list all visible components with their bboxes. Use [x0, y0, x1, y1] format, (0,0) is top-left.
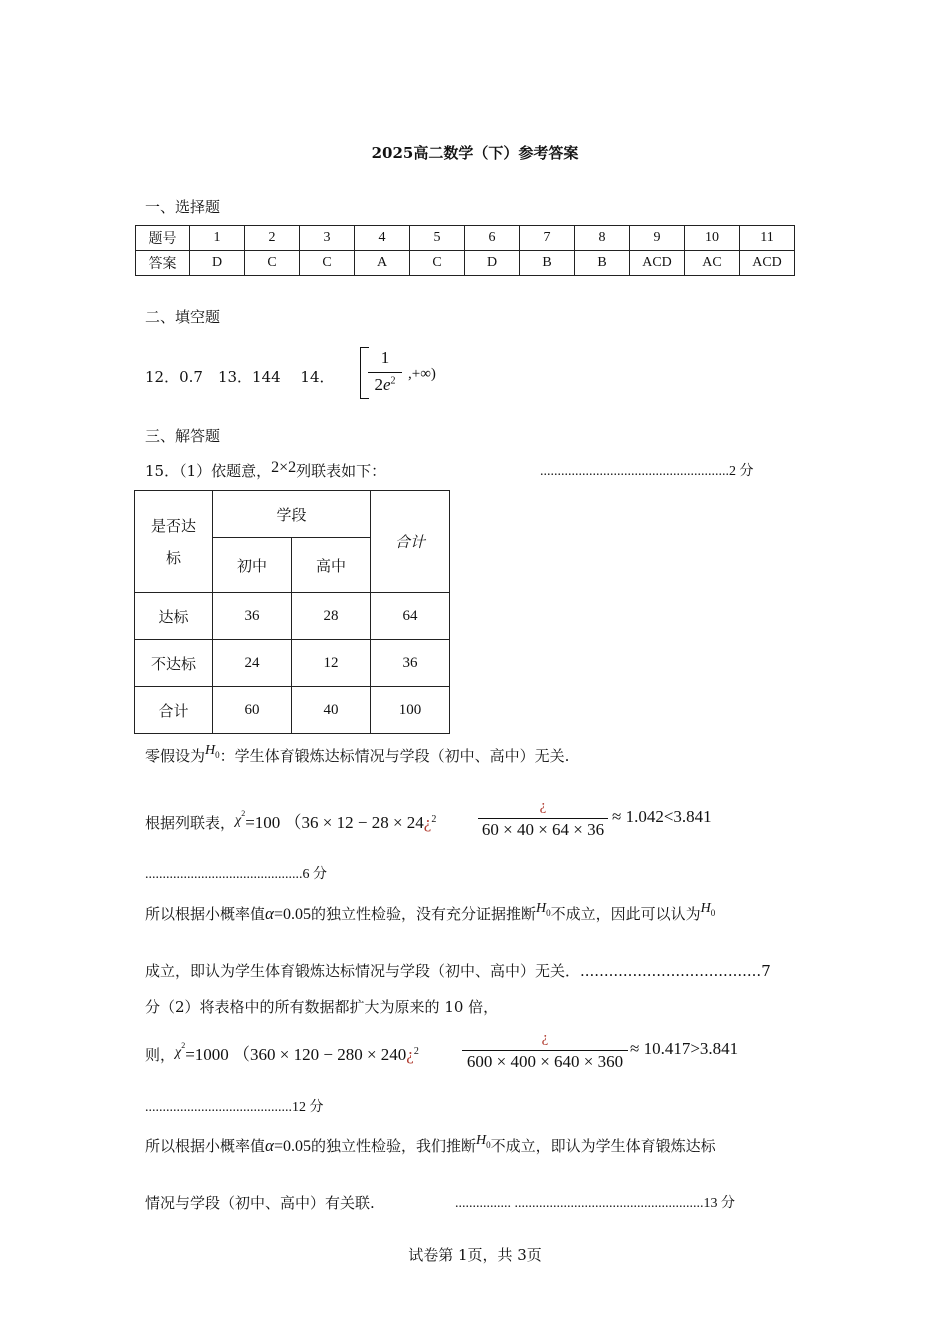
conclusion-2-line2: 情况与学段（初中、高中）有关联. — [145, 1194, 375, 1212]
table-cell: ACD — [630, 251, 685, 276]
table-cell: 6 — [465, 226, 520, 251]
table-cell: 40 — [292, 687, 371, 734]
table-row — [135, 640, 450, 687]
table-row — [135, 687, 450, 734]
table-cell: 5 — [410, 226, 465, 251]
table-cell: A — [355, 251, 410, 276]
table-header-cell: 题号 — [136, 226, 190, 251]
table-header-cell: 是否达 标 — [135, 491, 213, 593]
fraction-numerator: ¿ — [541, 1030, 549, 1046]
fraction-bar — [478, 818, 608, 819]
table-cell: 100 — [371, 687, 450, 734]
table-cell: D — [465, 251, 520, 276]
table-row — [136, 251, 795, 276]
fraction-bar — [462, 1050, 628, 1051]
table-header-cell: 初中 — [213, 538, 292, 593]
table-cell: C — [245, 251, 300, 276]
table-cell: 不达标 — [135, 640, 213, 687]
fraction-bar — [368, 372, 402, 373]
table-cell: 达标 — [135, 593, 213, 640]
table-cell: B — [575, 251, 630, 276]
table-cell: AC — [685, 251, 740, 276]
table-cell: 1 — [190, 226, 245, 251]
choice-answer-table — [135, 225, 795, 276]
conclusion-2: 所以根据小概率值α=0.05的独立性检验，我们推断$H^0$不成立，即认为学生体育锻炼达标 — [145, 1133, 716, 1155]
fraction-denominator: 60 × 40 × 64 × 36 — [481, 820, 605, 839]
table-cell: 7 — [520, 226, 575, 251]
table-cell: 36 — [213, 593, 292, 640]
table-cell: 60 — [213, 687, 292, 734]
part-2-intro: 分（2）将表格中的所有数据都扩大为原来的 10 倍， — [145, 998, 499, 1016]
table-cell: 2 — [245, 226, 300, 251]
section-heading-solve: 三、解答题 — [145, 427, 221, 445]
chi-square-calc-1: 根据列联表，$\chi^2=100$ （36 × 12 − 28 × 24¿$^2$ — [145, 809, 437, 832]
table-cell: 4 — [355, 226, 410, 251]
table-cell: 24 — [213, 640, 292, 687]
fraction-denominator: 600 × 400 × 640 × 360 — [466, 1052, 624, 1071]
table-cell: 36 — [371, 640, 450, 687]
conclusion-1-line2: 成立，即认为学生体育锻炼达标情况与学段（初中、高中）无关．......................................7 — [145, 962, 771, 980]
table-header-cell: 合计 — [371, 491, 450, 593]
page-title: 2025高二数学（下）参考答案 — [371, 144, 579, 162]
table-cell: 12 — [292, 640, 371, 687]
page-footer: 试卷第 1页，共 3页 — [408, 1246, 542, 1264]
table-header-cell: 答案 — [136, 251, 190, 276]
table-cell: 3 — [300, 226, 355, 251]
table-row — [135, 491, 450, 538]
q15-intro: 15．（1）依题意，2×2列联表如下： — [145, 459, 387, 480]
table-cell: 28 — [292, 593, 371, 640]
table-header-cell: 学段 — [213, 491, 371, 538]
null-hypothesis: 零假设为$H^0$：学生体育锻炼达标情况与学段（初中、高中）无关. — [145, 743, 570, 765]
table-cell: 9 — [630, 226, 685, 251]
chi-square-result-1: ≈ 1.042<3.841 — [612, 807, 712, 826]
table-cell: 64 — [371, 593, 450, 640]
contingency-table — [134, 490, 450, 734]
table-cell: B — [520, 251, 575, 276]
table-cell: 10 — [685, 226, 740, 251]
table-header-cell: 高中 — [292, 538, 371, 593]
chi-square-result-2: ≈ 10.417>3.841 — [630, 1039, 739, 1058]
table-cell: ACD — [740, 251, 795, 276]
table-cell: C — [300, 251, 355, 276]
score-marker: .............................................6 分 — [145, 867, 327, 882]
chi-square-calc-2: 则，$\chi^2=1000$ （360 × 120 − 280 × 240¿$^2$ — [145, 1041, 419, 1064]
fraction-numerator: 1 — [380, 348, 390, 367]
score-marker: ..........................................12 分 — [145, 1100, 324, 1115]
table-row — [135, 593, 450, 640]
fraction-denominator: $2e^2$ — [374, 375, 396, 394]
table-cell: D — [190, 251, 245, 276]
conclusion-1: 所以根据小概率值α=0.05的独立性检验，没有充分证据推断$H^0$不成立，因此可以认为$H^0$ — [145, 901, 716, 923]
score-marker: ................ ......................................................13 分 — [455, 1196, 735, 1211]
score-marker: ......................................................2 分 — [540, 464, 754, 479]
section-heading-choice: 一、选择题 — [145, 198, 221, 216]
fill-answers: 12．0.7 13．144 14． — [145, 368, 335, 386]
interval-tail: ,+∞) — [408, 366, 436, 382]
table-cell: 11 — [740, 226, 795, 251]
table-cell: 8 — [575, 226, 630, 251]
table-cell: 合计 — [135, 687, 213, 734]
table-cell: C — [410, 251, 465, 276]
fraction-numerator: ¿ — [539, 798, 547, 814]
table-row — [136, 226, 795, 251]
section-heading-fill: 二、填空题 — [145, 308, 221, 326]
